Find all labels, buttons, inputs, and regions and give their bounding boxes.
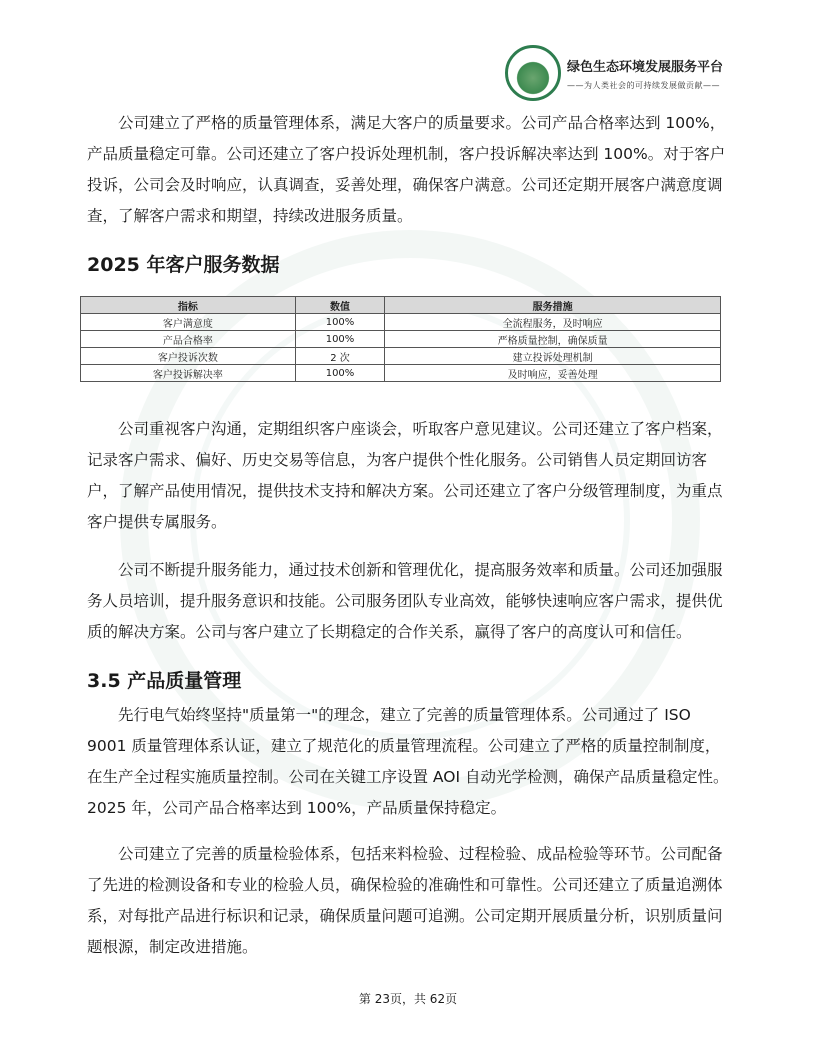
cell: 严格质量控制，确保质量 bbox=[385, 331, 721, 348]
col-header: 指标 bbox=[81, 297, 296, 314]
cell: 客户投诉次数 bbox=[81, 348, 296, 365]
cell: 客户投诉解决率 bbox=[81, 365, 296, 382]
header-subtitle: ——为人类社会的可持续发展做贡献—— bbox=[567, 80, 720, 90]
cell: 及时响应，妥善处理 bbox=[385, 365, 721, 382]
col-header: 数值 bbox=[295, 297, 385, 314]
cell: 100% bbox=[295, 331, 385, 348]
table-row bbox=[81, 331, 721, 348]
paragraph: 先行电气始终坚持"质量第一"的理念，建立了完善的质量管理体系。公司通过了 ISO 9001 质量管理体系认证，建立了规范化的质量管理流程。公司建立了严格的质量控制制度，在生产全过程实施质量控制。公司在关键工序设置 AOI 自动光学检测，确保产品质量稳定性。2025 年，公司产品合格率达到 100%，产品质量保持稳定。 bbox=[87, 706, 729, 817]
page-header bbox=[505, 45, 723, 101]
table-row bbox=[81, 365, 721, 382]
paragraph: 公司不断提升服务能力，通过技术创新和管理优化，提高服务效率和质量。公司还加强服务人员培训，提升服务意识和技能。公司服务团队专业高效，能够快速响应客户需求，提供优质的解决方案。公司与客户建立了长期稳定的合作关系，赢得了客户的高度认可和信任。 bbox=[87, 561, 723, 641]
page-number: 第 23页，共 62页 bbox=[358, 992, 458, 1006]
cell: 2 次 bbox=[295, 348, 385, 365]
paragraph: 公司建立了完善的质量检验体系，包括来料检验、过程检验、成品检验等环节。公司配备了先进的检测设备和专业的检验人员，确保检验的准确性和可靠性。公司还建立了质量追溯体系，对每批产品进行标识和记录，确保质量问题可追溯。公司定期开展质量分析，识别质量问题根源，制定改进措施。 bbox=[87, 845, 723, 956]
cell: 全流程服务，及时响应 bbox=[385, 314, 721, 331]
table-heading: 2025 年客户服务数据 bbox=[87, 254, 280, 276]
cell: 客户满意度 bbox=[81, 314, 296, 331]
table-row bbox=[81, 348, 721, 365]
col-header: 服务措施 bbox=[385, 297, 721, 314]
customer-service-table bbox=[80, 296, 721, 382]
paragraph: 公司重视客户沟通，定期组织客户座谈会，听取客户意见建议。公司还建立了客户档案，记录客户需求、偏好、历史交易等信息，为客户提供个性化服务。公司销售人员定期回访客户，了解产品使用情况，提供技术支持和解决方案。公司还建立了客户分级管理制度，为重点客户提供专属服务。 bbox=[87, 420, 723, 531]
table-header-row bbox=[81, 297, 721, 314]
header-title: 绿色生态环境发展服务平台 bbox=[567, 59, 724, 75]
section-heading: 3.5 产品质量管理 bbox=[87, 670, 242, 692]
table-row bbox=[81, 314, 721, 331]
paragraph: 公司建立了严格的质量管理体系，满足大客户的质量要求。公司产品合格率达到 100%，产品质量稳定可靠。公司还建立了客户投诉处理机制，客户投诉解决率达到 100%。对于客户投诉，公司会及时响应，认真调查，妥善处理，确保客户满意。公司还定期开展客户满意度调查，了解客户需求和期望，持续改进服务质量。 bbox=[87, 114, 726, 225]
cell: 100% bbox=[295, 314, 385, 331]
cell: 建立投诉处理机制 bbox=[385, 348, 721, 365]
platform-logo-icon bbox=[505, 45, 561, 101]
cell: 100% bbox=[295, 365, 385, 382]
cell: 产品合格率 bbox=[81, 331, 296, 348]
